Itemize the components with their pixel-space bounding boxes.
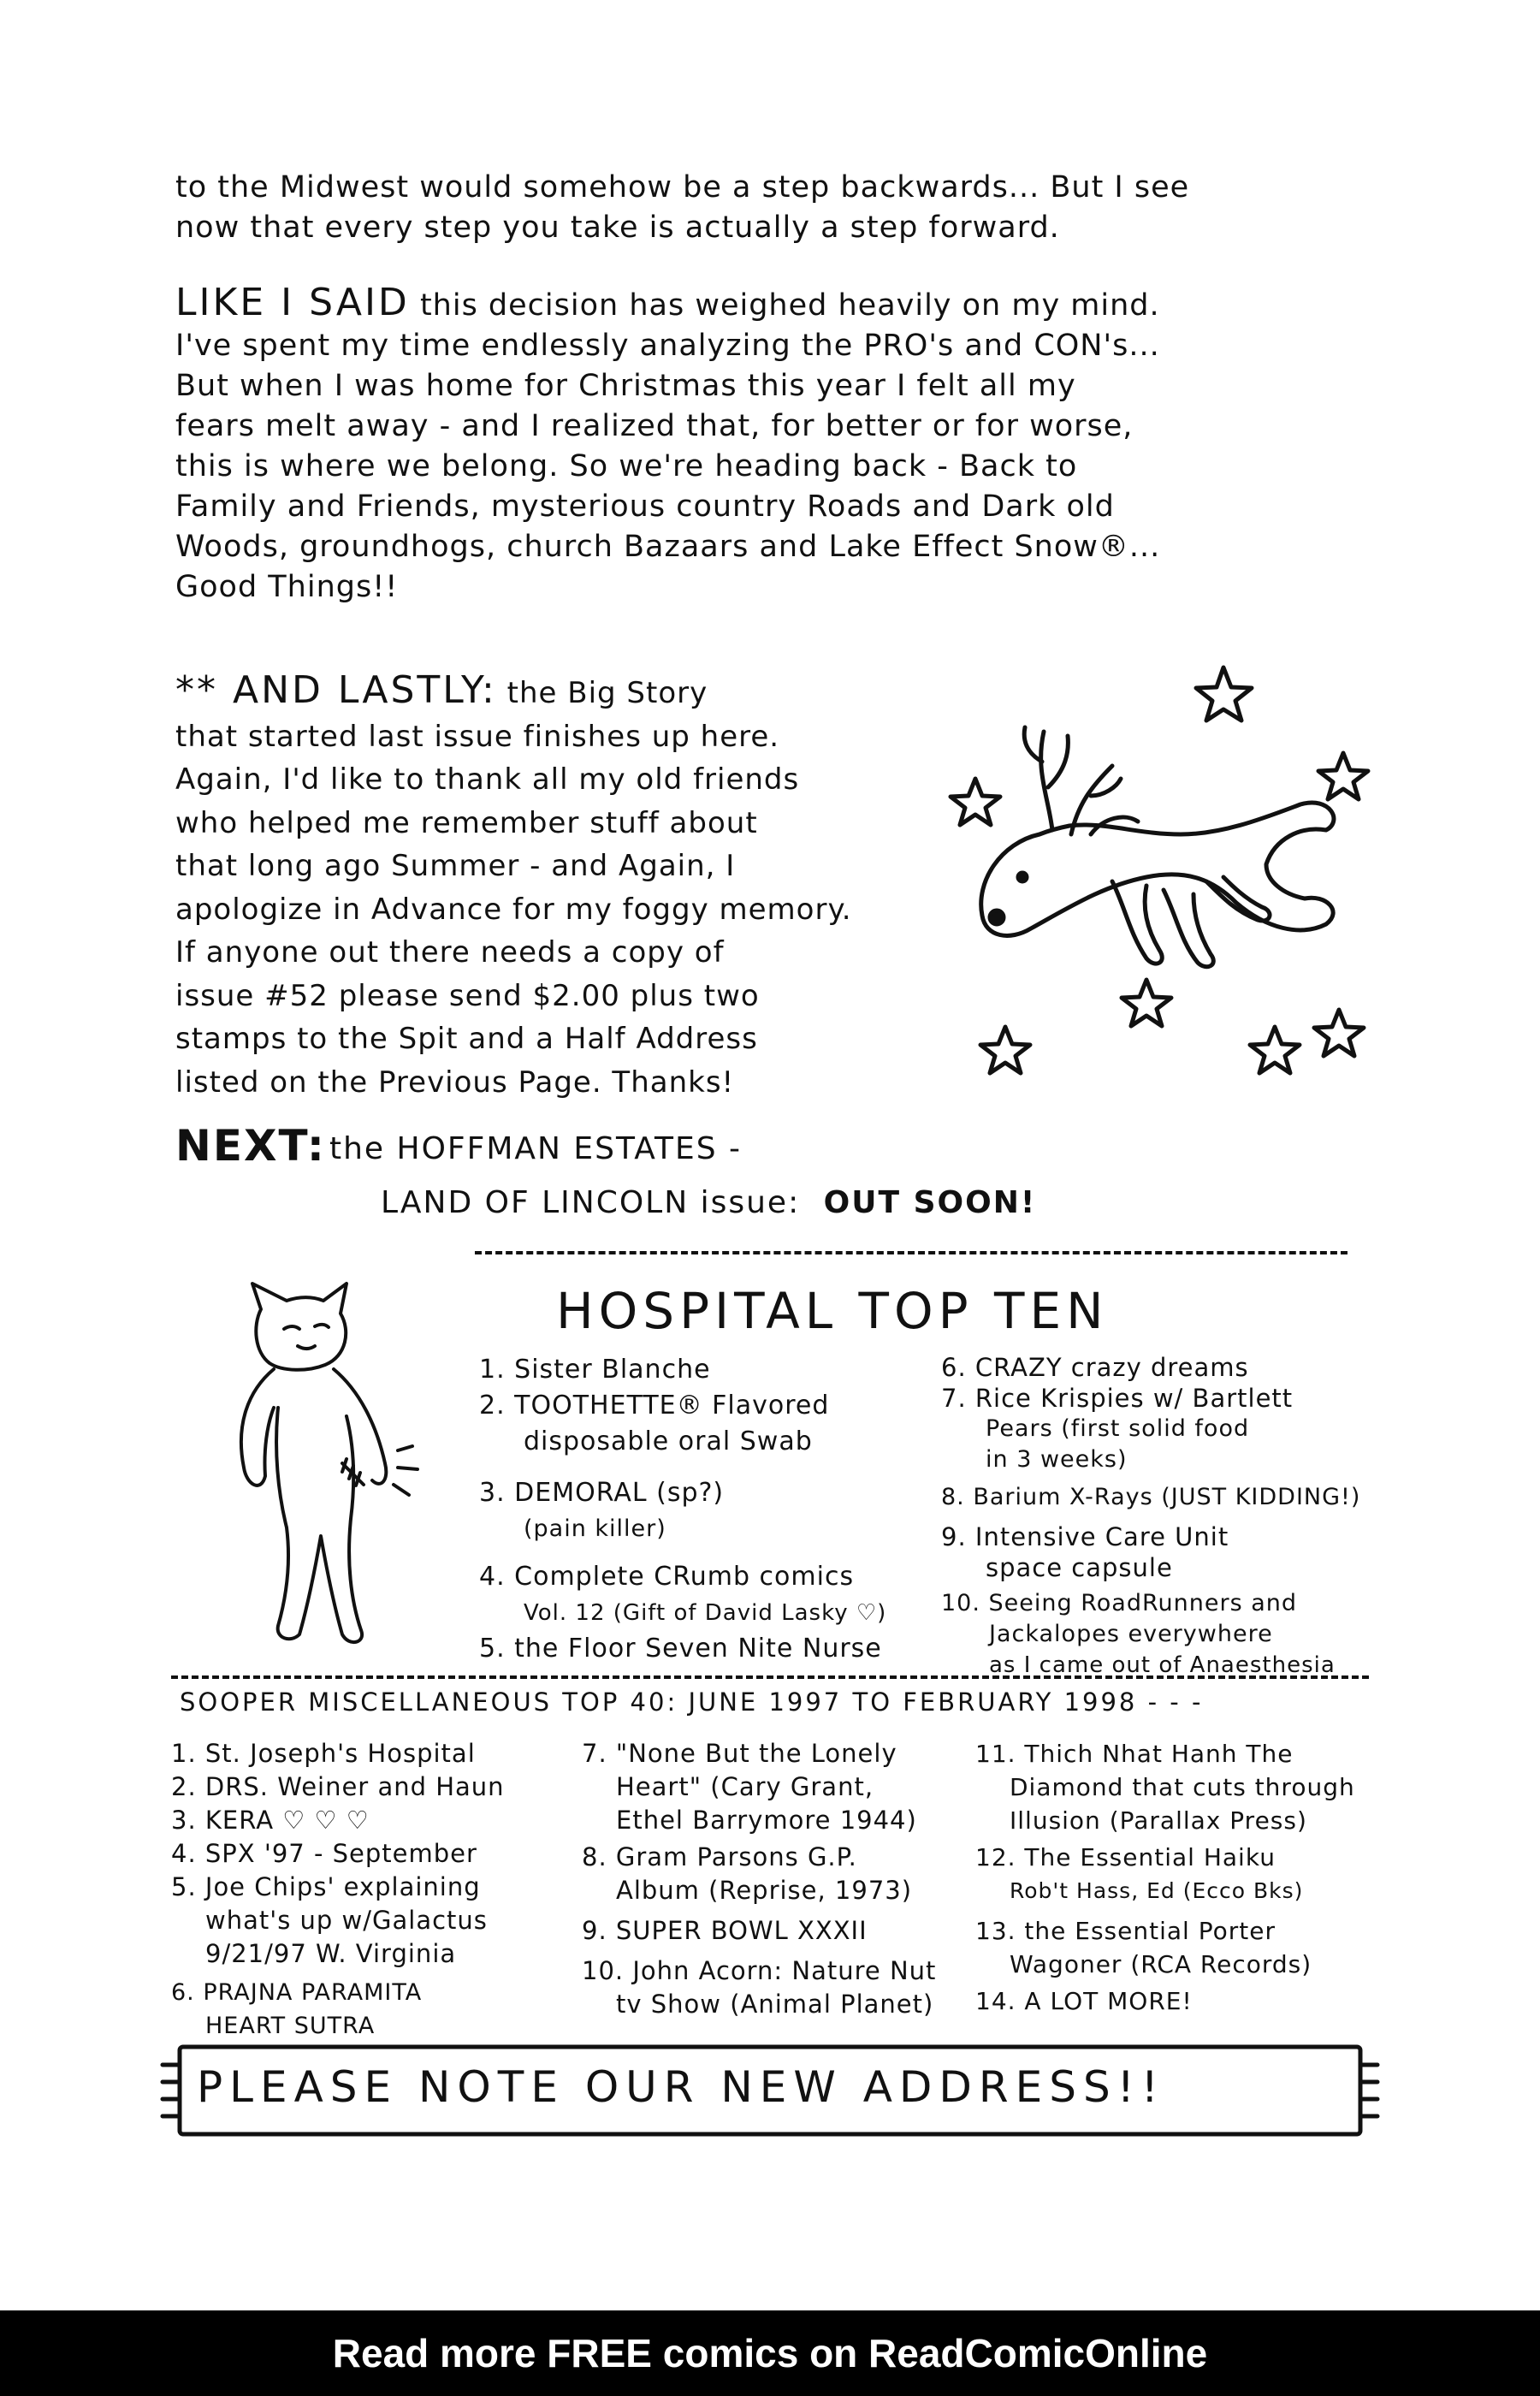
list-item: Ethel Barrymore 1944) xyxy=(616,1806,917,1835)
intro-paragraph xyxy=(175,168,1189,247)
next-line-2 xyxy=(381,1185,1036,1220)
star-icon xyxy=(1250,1027,1300,1073)
like-i-said-line: this decision has weighed heavily on my mind. xyxy=(419,288,1160,323)
list-item: Rob't Hass, Ed (Ecco Bks) xyxy=(1010,1878,1304,1903)
hospital-list-left xyxy=(479,1352,886,1667)
like-i-said-line: But when I was home for Christmas this year I felt all my xyxy=(175,369,1076,403)
list-item: Wagoner (RCA Records) xyxy=(1010,1950,1312,1978)
list-item: (pain killer) xyxy=(524,1515,666,1542)
and-lastly-line: Again, I'd like to thank all my old friends xyxy=(175,762,800,797)
list-item: 14. A LOT MORE! xyxy=(975,1987,1193,2015)
misc-column-1 xyxy=(171,1737,505,2043)
list-item: 5. Joe Chips' explaining xyxy=(171,1872,481,1901)
list-item: disposable oral Swab xyxy=(524,1426,813,1456)
list-item: HEART SUTRA xyxy=(205,2013,376,2039)
and-lastly-line: the Big Story xyxy=(506,676,708,710)
list-item: 4. Complete CRumb comics xyxy=(479,1562,855,1592)
list-item: 6. PRAJNA PARAMITA xyxy=(171,1979,423,2006)
list-item: 1. St. Joseph's Hospital xyxy=(171,1739,476,1768)
like-i-said-line: I've spent my time endlessly analyzing the PRO's and CON's... xyxy=(175,329,1160,363)
and-lastly-line: that long ago Summer - and Again, I xyxy=(175,849,736,883)
list-item: 3. KERA ♡ ♡ ♡ xyxy=(171,1806,370,1835)
list-item: space capsule xyxy=(986,1553,1173,1582)
banner-text: PLEASE NOTE OUR NEW ADDRESS!! xyxy=(197,2062,1165,2112)
list-item: Vol. 12 (Gift of David Lasky ♡) xyxy=(524,1600,887,1626)
misc-top-rule xyxy=(171,1675,1369,1679)
list-item: 9. Intensive Care Unit xyxy=(941,1522,1229,1551)
list-item: 6. CRAZY crazy dreams xyxy=(941,1353,1249,1382)
jackalope-illustration xyxy=(941,650,1386,1130)
misc-column-3 xyxy=(975,1737,1355,2018)
list-item: 9/21/97 W. Virginia xyxy=(205,1939,457,1968)
list-item: 13. the Essential Porter xyxy=(975,1917,1276,1945)
like-i-said-line: Woods, groundhogs, church Bazaars and Lake Effect Snow®... xyxy=(175,530,1161,564)
and-lastly-paragraph xyxy=(175,669,852,1104)
misc-column-2 xyxy=(582,1737,936,2021)
out-soon-label: OUT SOON! xyxy=(823,1185,1037,1220)
list-item: 8. Barium X-Rays (JUST KIDDING!) xyxy=(941,1484,1361,1510)
and-lastly-line: issue #52 please send $2.00 plus two xyxy=(175,978,760,1013)
list-item: what's up w/Galactus xyxy=(205,1906,488,1935)
list-item: 10. John Acorn: Nature Nut xyxy=(582,1956,937,1985)
star-icon xyxy=(1122,980,1171,1026)
read-more-footer[interactable]: Read more FREE comics on ReadComicOnline xyxy=(0,2310,1540,2396)
hospital-list-right xyxy=(941,1352,1360,1681)
list-item: as I came out of Anaesthesia xyxy=(989,1652,1336,1678)
list-item: 7. Rice Krispies w/ Bartlett xyxy=(941,1384,1294,1413)
like-i-said-line: fears melt away - and I realized that, for better or for worse, xyxy=(175,409,1134,443)
and-lastly-line: If anyone out there needs a copy of xyxy=(175,935,725,970)
list-item: Pears (first solid food xyxy=(986,1415,1250,1442)
divider-dashes xyxy=(475,1251,1348,1254)
list-item: in 3 weeks) xyxy=(986,1446,1128,1473)
next-line-1: the HOFFMAN ESTATES - xyxy=(329,1131,743,1166)
intro-line: now that every step you take is actually a step forward. xyxy=(175,210,1060,245)
and-lastly-line: that started last issue finishes up here. xyxy=(175,719,780,754)
list-item: Album (Reprise, 1973) xyxy=(616,1876,913,1905)
star-icon xyxy=(1318,753,1368,799)
star-icon xyxy=(951,779,1000,825)
list-item: Heart" (Cary Grant, xyxy=(616,1772,874,1801)
and-lastly-line: apologize in Advance for my foggy memory. xyxy=(175,892,852,927)
star-icon xyxy=(1314,1010,1364,1056)
list-item: Diamond that cuts through xyxy=(1010,1773,1355,1801)
like-i-said-paragraph xyxy=(175,282,1160,608)
misc-title: SOOPER MISCELLANEOUS TOP 40: JUNE 1997 TO FEBRUARY 1998 - - - xyxy=(180,1687,1204,1717)
hospital-title: HOSPITAL TOP TEN xyxy=(556,1282,1109,1340)
list-item: Jackalopes everywhere xyxy=(989,1621,1273,1647)
list-item: tv Show (Animal Planet) xyxy=(616,1990,934,2019)
like-i-said-line: Good Things!! xyxy=(175,570,399,604)
and-lastly-line: who helped me remember stuff about xyxy=(175,805,758,840)
star-icon xyxy=(980,1027,1030,1073)
list-item: Illusion (Parallax Press) xyxy=(1010,1806,1307,1835)
star-icon xyxy=(1196,667,1252,721)
like-i-said-line: Family and Friends, mysterious country Roads and Dark old xyxy=(175,489,1115,524)
list-item: 4. SPX '97 - September xyxy=(171,1839,477,1868)
list-item: 10. Seeing RoadRunners and xyxy=(941,1590,1298,1616)
next-line-2-text: LAND OF LINCOLN issue: xyxy=(381,1185,801,1220)
like-i-said-line: this is where we belong. So we're heading back - Back to xyxy=(175,449,1078,483)
like-i-said-heading: LIKE I SAID xyxy=(175,281,410,324)
list-item: 3. DEMORAL (sp?) xyxy=(479,1478,725,1508)
list-item: 2. TOOTHETTE® Flavored xyxy=(479,1391,830,1420)
and-lastly-line: listed on the Previous Page. Thanks! xyxy=(175,1065,735,1100)
list-item: 12. The Essential Haiku xyxy=(975,1843,1276,1871)
list-item: 2. DRS. Weiner and Haun xyxy=(171,1772,505,1801)
list-item: 5. the Floor Seven Nite Nurse xyxy=(479,1634,882,1664)
list-item: 1. Sister Blanche xyxy=(479,1355,711,1385)
list-item: 7. "None But the Lonely xyxy=(582,1739,897,1768)
intro-line: to the Midwest would somehow be a step backwards... But I see xyxy=(175,170,1190,205)
list-item: 9. SUPER BOWL XXXII xyxy=(582,1916,868,1945)
and-lastly-line: stamps to the Spit and a Half Address xyxy=(175,1022,758,1056)
cat-illustration xyxy=(214,1279,453,1673)
next-label: NEXT: xyxy=(175,1121,326,1171)
list-item: 8. Gram Parsons G.P. xyxy=(582,1842,857,1871)
list-item: 11. Thich Nhat Hanh The xyxy=(975,1740,1294,1768)
and-lastly-heading: ** AND LASTLY: xyxy=(175,668,497,712)
